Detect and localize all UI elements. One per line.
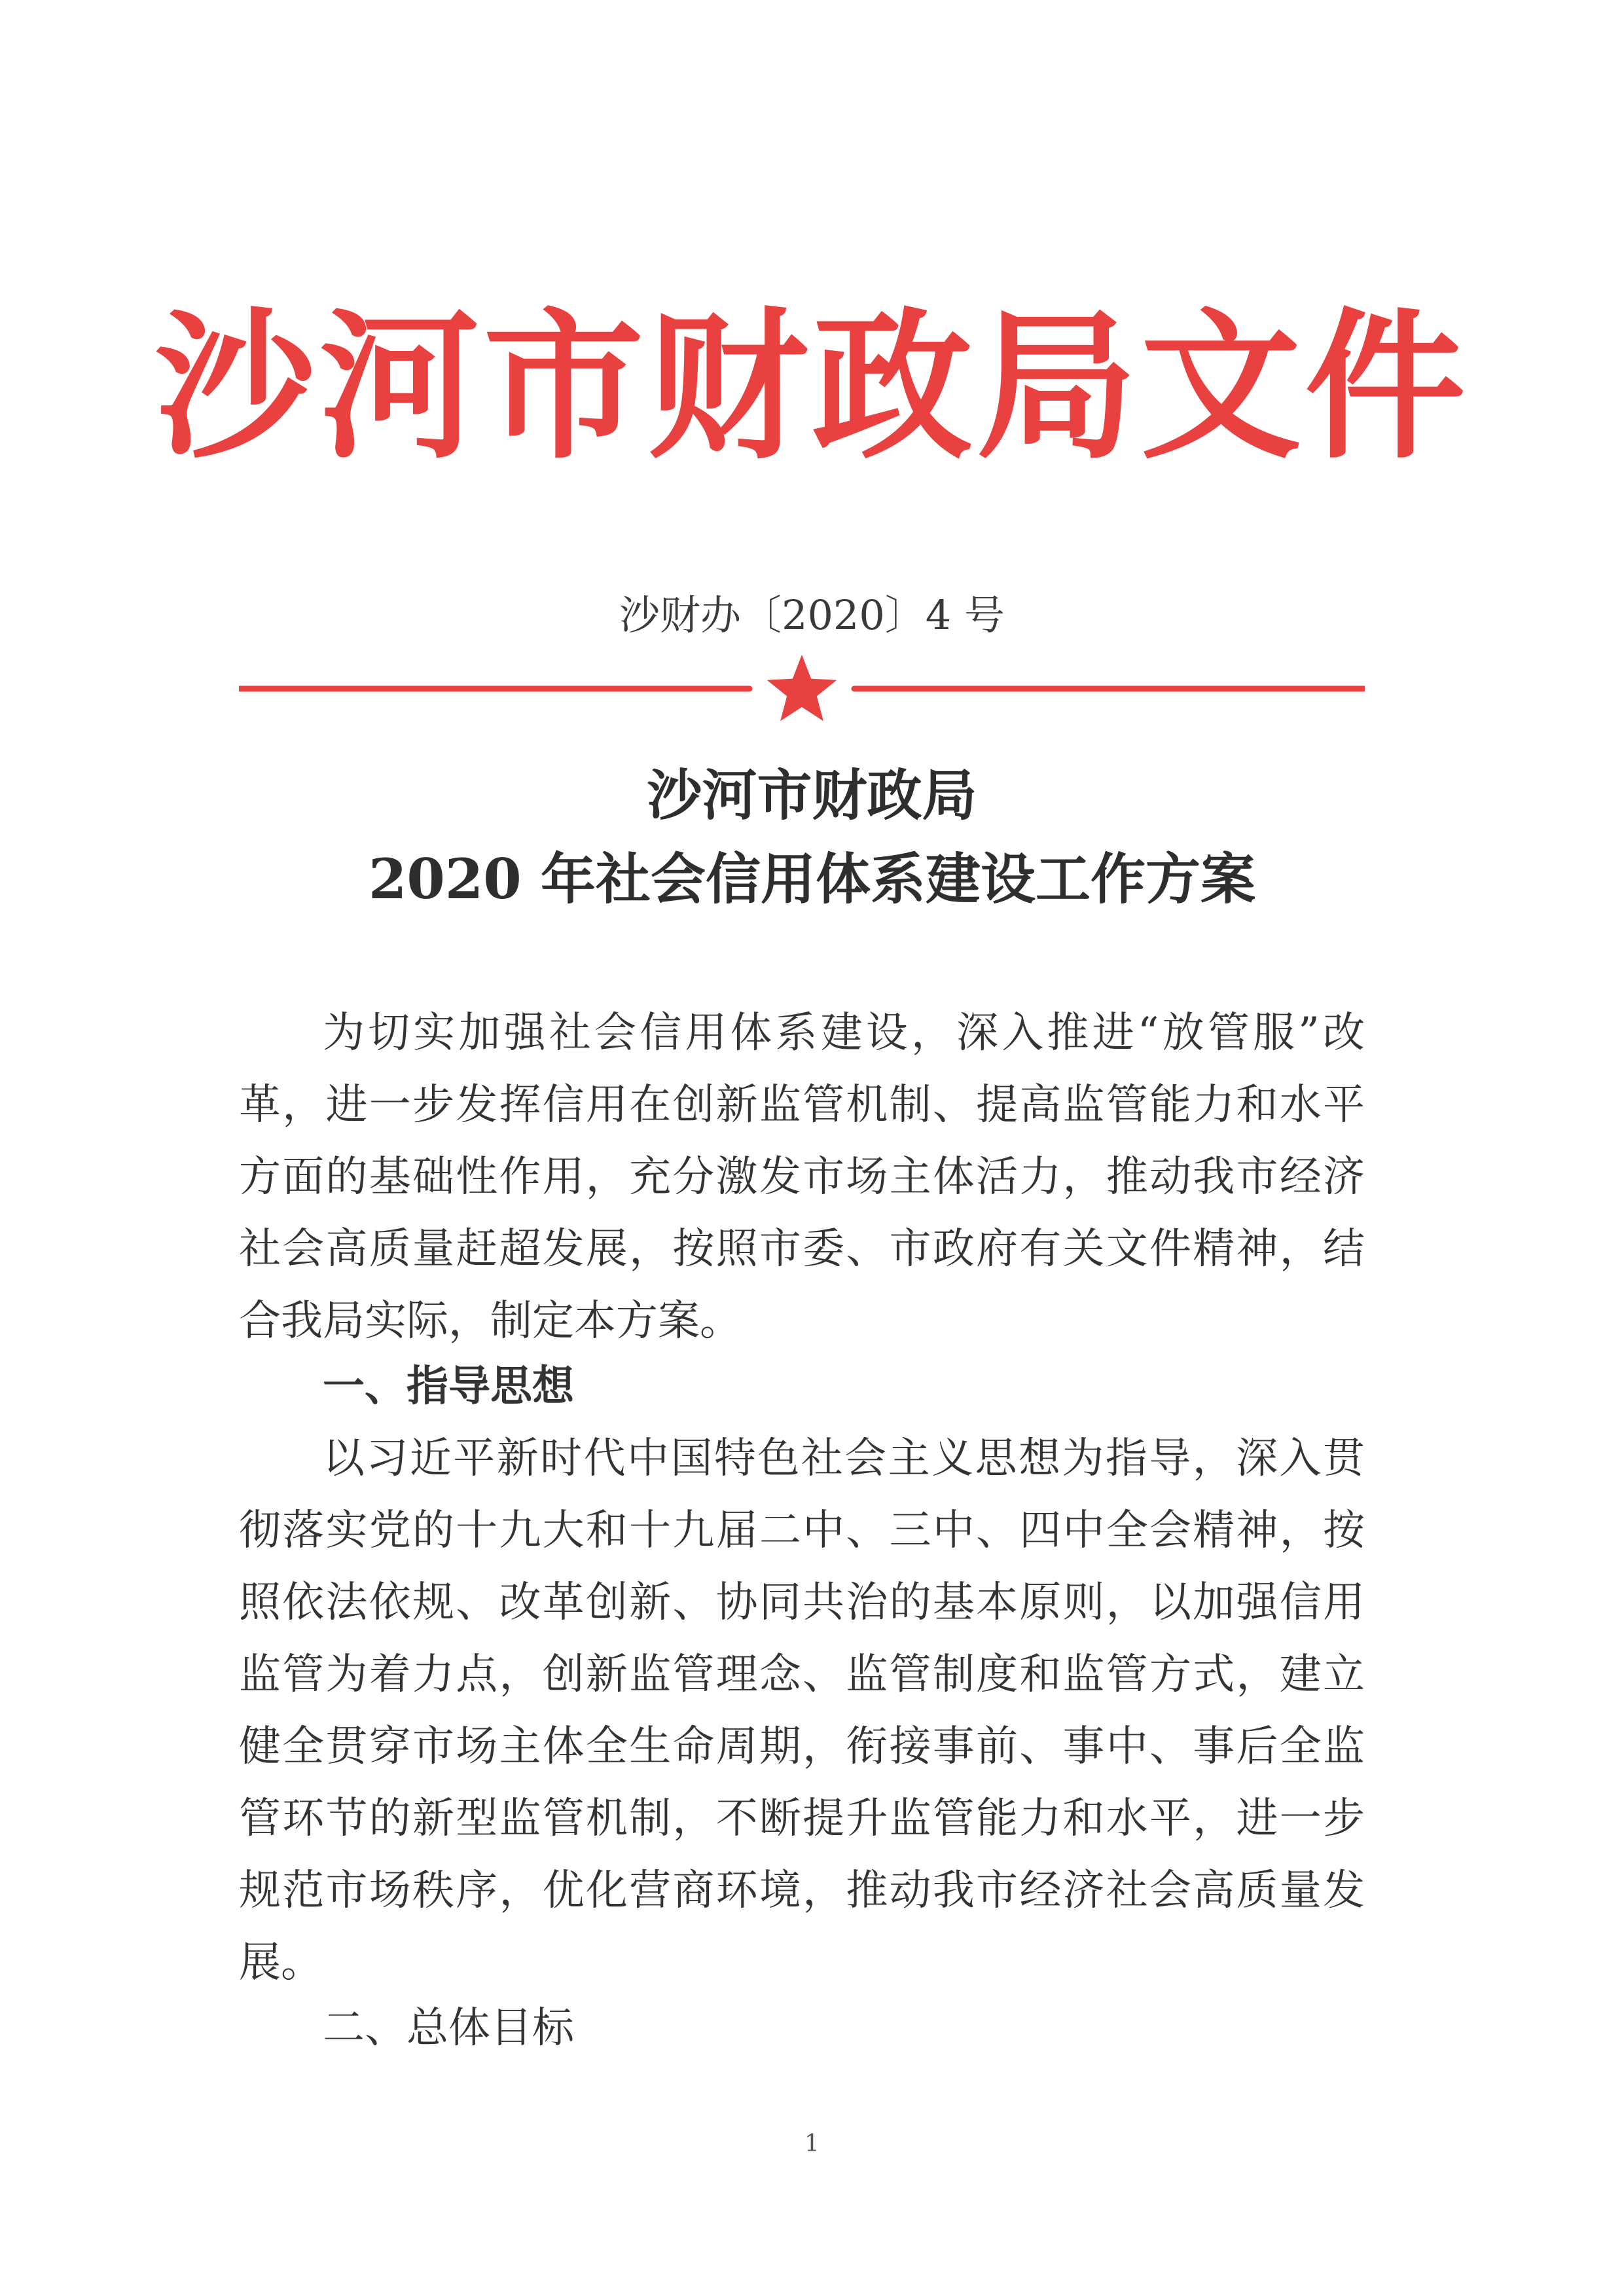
- paragraph-line: 彻落实党的十九大和十九届二中、三中、四中全会精神，按: [239, 1506, 1365, 1555]
- page-number: 1: [804, 2130, 820, 2157]
- document-title-line-1: 沙河市财政局: [647, 763, 977, 828]
- paragraph-line: 照依法依规、改革创新、协同共治的基本原则，以加强信用: [239, 1578, 1365, 1627]
- star-icon: [767, 655, 837, 721]
- paragraph-line: 监管为着力点，创新监管理念、监管制度和监管方式，建立: [239, 1650, 1365, 1699]
- intro-paragraph: [239, 997, 1365, 1357]
- paragraph-line: 合我局实际，制定本方案。: [239, 1297, 742, 1345]
- red-divider-with-star: [239, 655, 1365, 727]
- document-title-line-2: 2020 年社会信用体系建设工作方案: [368, 847, 1256, 911]
- paragraph-line: 社会高质量赶超发展，按照市委、市政府有关文件精神，结: [239, 1225, 1365, 1273]
- paragraph-line: 革，进一步发挥信用在创新监管机制、提高监管能力和水平: [239, 1081, 1365, 1129]
- paragraph-line: 管环节的新型监管机制，不断提升监管能力和水平，进一步: [239, 1795, 1365, 1843]
- paragraph-line: 规范市场秩序，优化营商环境，推动我市经济社会高质量发: [239, 1867, 1365, 1915]
- document-number: 沙财办〔2020〕4 号: [619, 591, 1005, 639]
- paragraph-line: 方面的基础性作用，充分激发市场主体活力，推动我市经济: [239, 1153, 1365, 1201]
- paragraph-line: 为切实加强社会信用体系建设，深入推进“放管服”改: [323, 1009, 1365, 1057]
- section-heading-guiding-ideology: 一、指导思想: [323, 1362, 574, 1411]
- paragraph-line: 健全贯穿市场主体全生命周期，衔接事前、事中、事后全监: [239, 1722, 1365, 1771]
- paragraph-line: 展。: [239, 1939, 323, 1987]
- section1-paragraph: [239, 1423, 1365, 1999]
- paragraph-line: 以习近平新时代中国特色社会主义思想为指导，深入贯: [323, 1434, 1365, 1483]
- red-header-title: 沙河市财政局文件: [154, 292, 1470, 481]
- section-heading-overall-goals: 二、总体目标: [323, 2004, 574, 2052]
